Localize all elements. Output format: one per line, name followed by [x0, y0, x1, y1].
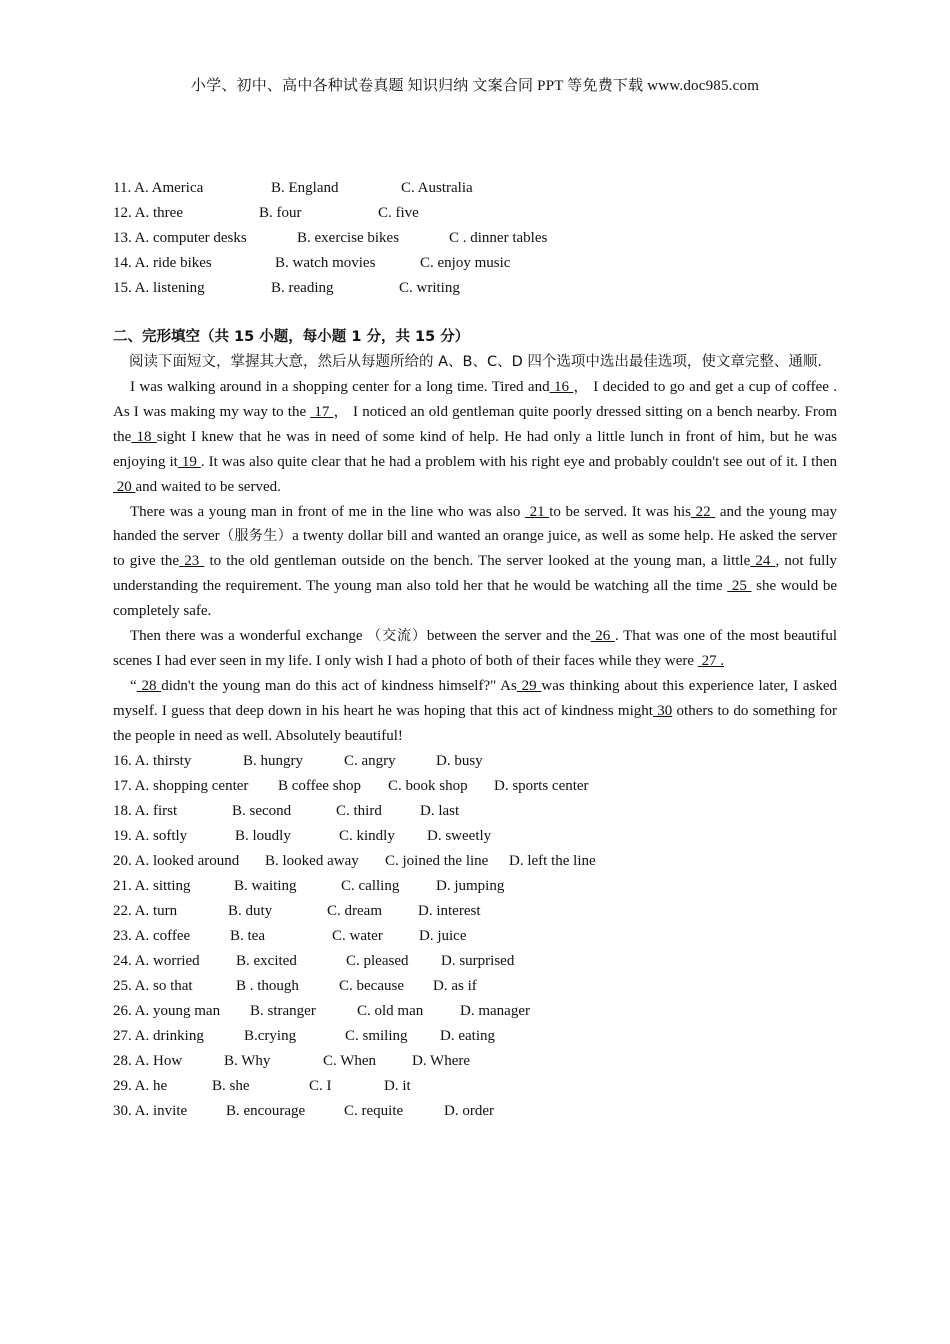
blank-27: 27 . [697, 652, 725, 669]
page-header: 小学、初中、高中各种试卷真题 知识归纳 文案合同 PPT 等免费下载 www.doc985.com [190, 78, 760, 94]
question-row [113, 276, 837, 301]
blank-17: 17 [310, 403, 334, 420]
question-row: 19. A. softly B. loudly C. kindly D. sweetly [113, 827, 492, 844]
passage-paragraph-2: There was a young man in front of me in the line who was also 21 to be served. It was his 22 and the young may handed the server（服务生）a twenty dollar bill and wanted an orange juice, as well as some help. He asked the server to give the 23 to the old gentleman outside on the bench. The server looked at the young man, a little 24 , not fully understanding the requirement. The young man also told her that he would be watching all the time 25 she would be completely safe. [113, 503, 838, 620]
option-c: C. five [378, 205, 419, 221]
blank-23: 23 [179, 553, 205, 570]
question-row: 28. A. How B. Why C. When D. Where [113, 1052, 471, 1069]
option-a: 12. A. three [113, 205, 183, 221]
blank-29: 29 [516, 677, 542, 694]
option-a: 15. A. listening [113, 280, 205, 296]
option-a: 14. A. ride bikes [113, 255, 212, 271]
exam-content [113, 176, 837, 1124]
option-a: 11. A. America [113, 180, 204, 196]
question-row [113, 226, 837, 251]
question-row: 25. A. so that B . though C. because D. as if [113, 977, 477, 994]
option-a: 13. A. computer desks [113, 230, 247, 246]
blank-22: 22 [691, 503, 716, 520]
option-b: B. exercise bikes [297, 230, 400, 246]
question-row: 27. A. drinking B.crying C. smiling D. eating [113, 1027, 495, 1044]
section-title: 二、完形填空（共 15 小题，每小题 1 分，共 15 分） [113, 329, 470, 345]
option-b: B. watch movies [275, 255, 376, 271]
question-row: 16. A. thirsty B. hungry C. angry D. busy [113, 752, 483, 769]
blank-24: 24 [750, 553, 776, 570]
question-row [113, 176, 837, 201]
blank-20: 20 [113, 478, 136, 495]
question-row: 18. A. first B. second C. third D. last [113, 802, 460, 819]
question-row: 20. A. looked around B. looked away C. joined the line D. left the line [113, 852, 596, 869]
blank-16: 16 [549, 379, 574, 395]
question-row: 23. A. coffee B. tea C. water D. juice [113, 927, 467, 944]
question-row [113, 251, 837, 276]
listening-options [113, 176, 837, 301]
blank-21: 21 [524, 503, 550, 520]
option-c: C. enjoy music [420, 255, 511, 271]
passage-paragraph-4: “ 28 didn't the young man do this act of kindness himself?" As 29 was thinking about this experience later, I asked myself. I guess that deep down in his heart he was hoping that this act of kindness might 30 others to do something for the people in need as well. Absolutely beautiful! [113, 677, 838, 744]
blank-28: 28 [136, 677, 162, 694]
passage-paragraph-1: I was walking around in a shopping center for a long time. Tired and 16 ， I decided to go and get a cup of coffee . As I was making my way to the 17 ， I noticed an old gentleman quite poorly dressed sitting on a bench nearby. From the 18 sight I knew that he was in need of some kind of help. He had only a little lunch in front of him, but he was enjoying it 19 . It was also quite clear that he had a problem with his right eye and probably couldn't see out of it. I then 20 and waited to be served. [113, 379, 838, 495]
blank-19: 19 [177, 453, 201, 470]
blank-25: 25 [727, 578, 752, 595]
blank-18: 18 [131, 428, 157, 445]
question-row: 17. A. shopping center B coffee shop C. book shop D. sports center [113, 777, 589, 794]
option-c: C. writing [399, 280, 460, 296]
option-b: B. four [259, 205, 302, 221]
question-row: 22. A. turn B. duty C. dream D. interest [113, 902, 481, 919]
passage-paragraph-3: Then there was a wonderful exchange （交流）between the server and the 26 . That was one of the most beautiful scenes I had ever seen in my life. I only wish I had a photo of both of their faces while they were 27 . [113, 628, 838, 669]
question-row: 26. A. young man B. stranger C. old man D. manager [113, 1002, 530, 1019]
question-row: 30. A. invite B. encourage C. requite D. order [113, 1102, 494, 1119]
option-c: C. Australia [401, 180, 473, 196]
blank-26: 26 [590, 628, 615, 645]
section-instruction: 阅读下面短文，掌握其大意，然后从每题所给的 A、B、C、D 四个选项中选出最佳选项，使文章完整、通顺. [129, 354, 822, 370]
question-row [113, 201, 837, 226]
option-b: B. reading [271, 280, 334, 296]
question-row: 29. A. he B. she C. I D. it [113, 1077, 411, 1094]
question-row: 24. A. worried B. excited C. pleased D. surprised [113, 952, 515, 969]
option-c: C . dinner tables [449, 230, 548, 246]
blank-30: 30 [652, 702, 673, 719]
option-b: B. England [271, 180, 339, 196]
cloze-options [113, 749, 837, 1124]
question-row: 21. A. sitting B. waiting C. calling D. jumping [113, 877, 505, 894]
